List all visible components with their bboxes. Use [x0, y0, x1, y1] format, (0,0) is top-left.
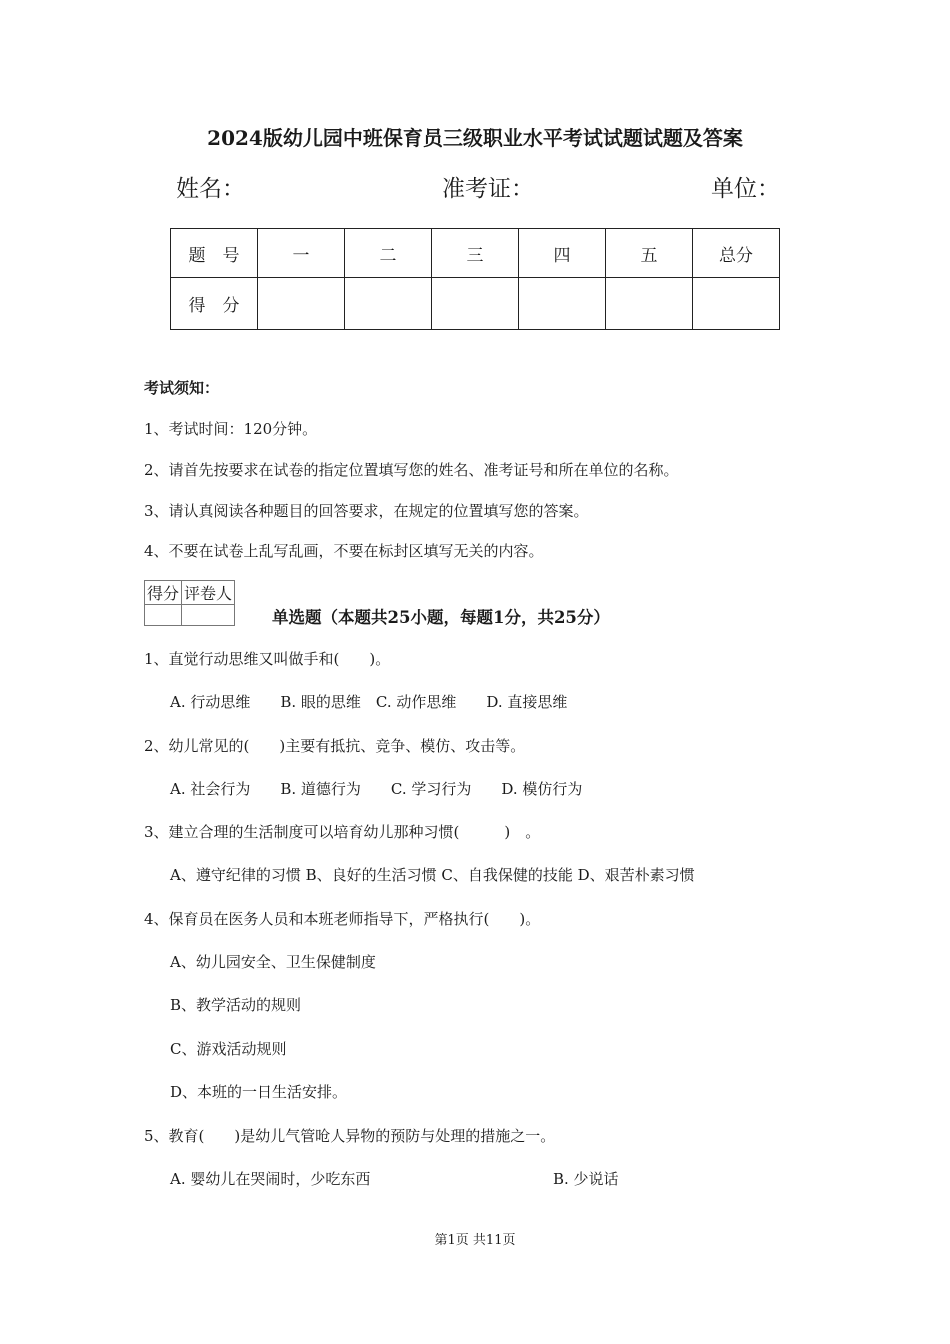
- question-options: A、遵守纪律的习惯 B、良好的生活习惯 C、自我保健的技能 D、艰苦朴素习惯: [170, 866, 695, 884]
- score-table-header-cell: 三: [432, 229, 519, 278]
- score-table-score-row: [171, 278, 780, 330]
- question-option: B、教学活动的规则: [170, 996, 302, 1014]
- grader-reviewer-cell[interactable]: [182, 605, 235, 626]
- question-option: A. 婴幼儿在哭闹时，少吃东西: [170, 1170, 371, 1188]
- question-options: A. 社会行为 B. 道德行为 C. 学习行为 D. 模仿行为: [170, 780, 583, 798]
- question-stem: 4、保育员在医务人员和本班老师指导下，严格执行( )。: [144, 910, 541, 928]
- page-footer: 第1页 共11页: [434, 1233, 516, 1248]
- notice-item: 4、不要在试卷上乱写乱画，不要在标封区填写无关的内容。: [144, 542, 544, 560]
- question-option: A、幼儿园安全、卫生保健制度: [170, 953, 376, 971]
- score-row-label: 得 分: [171, 278, 258, 330]
- notice-item: 2、请首先按要求在试卷的指定位置填写您的姓名、准考证号和所在单位的名称。: [144, 461, 679, 479]
- grader-reviewer-label: 评卷人: [182, 581, 235, 605]
- notice-item: 1、考试时间：120分钟。: [144, 420, 318, 438]
- score-table: [170, 228, 780, 330]
- question-stem: 3、建立合理的生活制度可以培育幼儿那种习惯( ) 。: [144, 823, 541, 841]
- score-cell[interactable]: [606, 278, 693, 330]
- score-cell[interactable]: [432, 278, 519, 330]
- score-table-header-cell: 题 号: [171, 229, 258, 278]
- score-table-header-row: [171, 229, 780, 278]
- grader-score-cell[interactable]: [145, 605, 182, 626]
- question-option: B. 少说话: [553, 1170, 619, 1188]
- question-stem: 2、幼儿常见的( )主要有抵抗、竞争、模仿、攻击等。: [144, 737, 526, 755]
- exam-number-field-label: 准考证：: [442, 176, 534, 202]
- notice-heading: 考试须知：: [144, 379, 220, 397]
- question-stem: 5、教育( )是幼儿气管呛人异物的预防与处理的措施之一。: [144, 1127, 556, 1145]
- score-table-header-cell: 五: [606, 229, 693, 278]
- section-title: 单选题（本题共25小题，每题1分，共25分）: [272, 608, 610, 627]
- score-table-header-cell: 一: [258, 229, 345, 278]
- question-options: A. 行动思维 B. 眼的思维 C. 动作思维 D. 直接思维: [170, 693, 568, 711]
- grader-score-label: 得分: [145, 581, 182, 605]
- score-cell[interactable]: [519, 278, 606, 330]
- score-table-header-cell: 二: [345, 229, 432, 278]
- score-cell[interactable]: [693, 278, 780, 330]
- question-option: D、本班的一日生活安排。: [170, 1083, 348, 1101]
- question-option: C、游戏活动规则: [170, 1040, 287, 1058]
- unit-field-label: 单位：: [711, 176, 780, 202]
- score-table-header-cell: 四: [519, 229, 606, 278]
- grader-box: [144, 580, 235, 626]
- name-field-label: 姓名：: [176, 176, 245, 202]
- score-cell[interactable]: [345, 278, 432, 330]
- question-stem: 1、直觉行动思维又叫做手和( )。: [144, 650, 391, 668]
- notice-item: 3、请认真阅读各种题目的回答要求，在规定的位置填写您的答案。: [144, 502, 589, 520]
- score-table-header-cell: 总分: [693, 229, 780, 278]
- page-title: 2024版幼儿园中班保育员三级职业水平考试试题试题及答案: [207, 126, 743, 150]
- score-cell[interactable]: [258, 278, 345, 330]
